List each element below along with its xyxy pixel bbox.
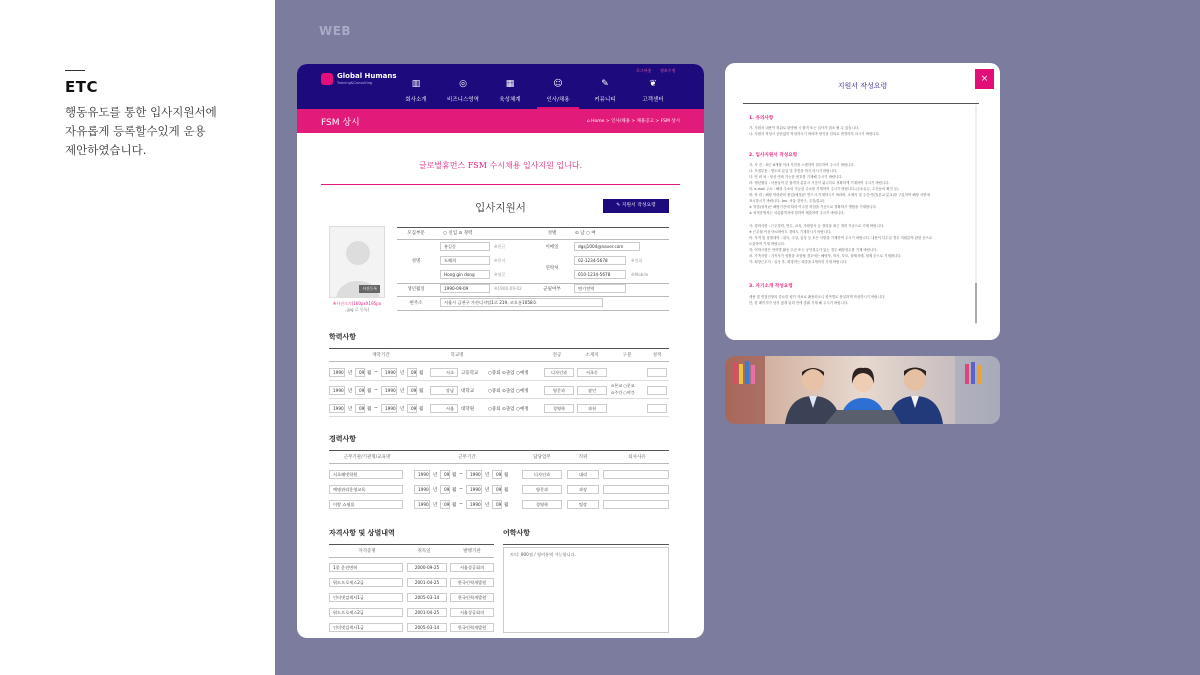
guide-heading: 2. 입사지원서 작성요령	[749, 153, 798, 158]
nav-label: 회사소개	[405, 97, 427, 103]
table-rule	[329, 361, 669, 362]
from-month-input[interactable]: 09	[440, 485, 450, 494]
to-year-input[interactable]: 1990	[466, 500, 482, 509]
guide-heading: 3. 자기소개 작성요령	[749, 284, 793, 289]
tilde: ~	[374, 370, 378, 375]
guide-line: ① 학점(성적)은 해당기간에 따라 이수한 학점을 기준으로 정확하기 병합을 기재합니다.	[749, 205, 877, 209]
phone-input[interactable]: 02-1234-5678	[574, 256, 626, 265]
global-nav-bar	[297, 64, 704, 109]
to-year-input[interactable]: 1990	[466, 485, 482, 494]
grad-status-radios[interactable]: ○중퇴 ⊙졸업 ○예정	[488, 389, 529, 394]
left-info-panel	[0, 0, 275, 675]
nav-label: 고객센터	[642, 97, 664, 103]
section-title: ETC	[65, 78, 98, 96]
users-icon: ☺	[553, 79, 563, 89]
birth-hint: ※1900-09-02	[494, 286, 522, 291]
to-year-input[interactable]: 1990	[381, 368, 397, 377]
website-mockup	[297, 64, 704, 638]
grad-status-radios[interactable]: ○중퇴 ⊙졸업 ○예정	[488, 407, 529, 412]
certs-title: 자격사항 및 상벌내역	[329, 529, 395, 537]
language-textarea[interactable]	[503, 547, 669, 633]
title-rule	[65, 70, 85, 71]
task-input[interactable]: 경영학	[522, 500, 562, 509]
year-unit: 년	[433, 488, 438, 493]
location-input[interactable]: 잠인	[577, 386, 607, 395]
photo-size-note: ※사진크기(160pxX195px	[332, 301, 382, 306]
tilde: ~	[459, 487, 463, 492]
table-top-rule	[329, 450, 669, 451]
guide-line: 가. 사 진 : 최근 6개월 이내 사진을 스캔하여 첨부하여 주시기 바랍니다.	[749, 163, 855, 167]
from-month-input[interactable]: 09	[355, 404, 365, 413]
month-unit: 월	[367, 407, 372, 412]
to-month-input[interactable]: 09	[407, 386, 417, 395]
recruit-headline: 글로벌휴먼스 FSM 수시채용 입사지원 입니다.	[418, 161, 583, 170]
guide-line: 사. 경력사항 : 근무경력, 연수, 교육, 자원봉사 등 경력을 최근 경력 기준으로 기재 바랍니다.	[749, 224, 885, 228]
hanja-hint: ※한자	[494, 258, 506, 263]
signal-icon: ◎	[459, 79, 467, 89]
month-unit: 월	[419, 371, 424, 376]
cert-name-input[interactable]: 인터넷검색사1급	[329, 593, 403, 602]
task-input[interactable]: 디자인과	[522, 470, 562, 479]
guide-line: ※ 근무월 이상 아르바이트 경력도 기재하시기 바랍니다.	[749, 230, 832, 234]
guide-line: 마. e-mail 주소 : 해당 주소의 가능한 주소를 기재하여 주시기 바랍니다.(주소유무, 수신동의 확인 등)	[749, 187, 899, 191]
mobile-input[interactable]: 010-1234-5678	[574, 270, 626, 279]
month-unit: 월	[504, 503, 509, 508]
birth-label: 생년월일	[407, 287, 425, 292]
table-rule	[329, 557, 494, 558]
col-header: 성적	[652, 353, 662, 358]
month-unit: 월	[367, 371, 372, 376]
logout-link[interactable]: 로그아웃	[636, 68, 652, 73]
logo-icon[interactable]	[321, 73, 333, 85]
major-input[interactable]: 디자인과	[544, 368, 574, 377]
table-rule	[329, 398, 669, 399]
team-photo-illustration	[725, 356, 1000, 424]
from-year-input[interactable]: 1990	[414, 500, 430, 509]
tilde: ~	[374, 406, 378, 411]
region-input[interactable]: 강남	[430, 386, 458, 395]
major-input[interactable]: 경영학	[544, 404, 574, 413]
table-rule	[329, 416, 669, 417]
month-unit: 월	[419, 389, 424, 394]
to-month-input[interactable]: 09	[407, 368, 417, 377]
name-korean-input[interactable]: 홍길동	[440, 242, 490, 251]
table-top-rule	[329, 348, 669, 349]
col-header: 구분	[622, 353, 632, 358]
gender-radios[interactable]: ⊙ 남 ○ 여	[575, 231, 596, 236]
table-top-rule	[503, 544, 669, 545]
org-input[interactable]: 이랑 쇼핑몰	[329, 500, 403, 509]
guide-line: 다. 연 락 처 : 항상 연락 가능한 번호를 기재해 주시기 바랍니다.	[749, 175, 843, 179]
close-icon: ×	[980, 74, 989, 84]
cert-issuer-input[interactable]: 한국인력개발원	[450, 593, 494, 602]
nav-label: 커뮤니티	[594, 97, 616, 103]
headline-divider	[321, 184, 680, 185]
address-label: 현주소	[409, 301, 423, 306]
tilde: ~	[374, 388, 378, 393]
cert-name-input[interactable]: 1종 운전면허	[329, 563, 403, 572]
from-year-input[interactable]: 1990	[329, 386, 345, 395]
nav-label: 인사/채용	[546, 97, 570, 103]
page-title-bar	[297, 109, 704, 133]
english-hint: ※영문	[494, 272, 506, 277]
email-input[interactable]: dgsj1004@naver.com	[574, 242, 640, 251]
year-unit: 년	[400, 371, 405, 376]
task-input[interactable]: 영문과	[522, 485, 562, 494]
description-line-2: 자유롭게 등록할수있게 운용	[65, 124, 206, 138]
year-unit: 년	[485, 503, 490, 508]
logo-text[interactable]: Global Humans	[337, 72, 397, 80]
cert-issuer-input[interactable]: 한국인력개발원	[450, 623, 494, 632]
to-year-input[interactable]: 1990	[381, 404, 397, 413]
edit-info-link[interactable]: 정보수정	[660, 68, 676, 73]
col-header: 근무기관/기관명/교육명	[343, 455, 391, 460]
to-year-input[interactable]: 1990	[381, 386, 397, 395]
major-input[interactable]: 영문과	[544, 386, 574, 395]
gender-label: 성별	[547, 231, 557, 236]
language-title: 어학사항	[503, 529, 531, 537]
guide-line: 아. 자격 및 상벌내역 : 취득, 수상, 입상 등 모든 사항을 기재하여 주시기 바랍니다. 내용이 다수일 경우 저원분야 관련 순으로	[749, 236, 933, 240]
description-line-1: 행동유도를 통한 입사지원서에	[65, 105, 217, 119]
grad-status-radios[interactable]: ○중퇴 ⊙졸업 ○예정	[488, 371, 529, 376]
address-input[interactable]: 서울시 금천구 가산디지털1로 219, 코오롱1058호	[440, 298, 603, 307]
position-input[interactable]: 과장	[567, 485, 599, 494]
name-english-input[interactable]: Hong gin dong	[440, 270, 490, 279]
guide-line: ② 성적증명서는 서류합격자에 한하여 제출하여 주시기 바랍니다.	[749, 211, 845, 215]
year-unit: 년	[348, 389, 353, 394]
team-photo	[725, 356, 1000, 424]
nav-item-support[interactable]	[633, 79, 673, 103]
to-month-input[interactable]: 09	[492, 470, 502, 479]
from-month-input[interactable]: 09	[440, 470, 450, 479]
cert-issuer-input[interactable]: 한국인력개발원	[450, 578, 494, 587]
cert-date-input[interactable]: 2001-04-25	[407, 578, 447, 587]
year-unit: 년	[348, 407, 353, 412]
nav-item-company[interactable]	[396, 79, 436, 103]
mobile-hint: ※Mobile	[631, 272, 649, 277]
position-input[interactable]: 대리	[567, 470, 599, 479]
position-input[interactable]: 팀장	[567, 500, 599, 509]
col-header: 학교명	[450, 353, 464, 358]
to-month-input[interactable]: 09	[492, 485, 502, 494]
language-text: 토익: 900점 / 영어통역 가능합니다.	[510, 552, 577, 557]
apply-type-radios[interactable]: ○ 신입 ⊙ 경력	[443, 231, 473, 236]
photo-format-note: ,.jpg 로 등록)	[344, 307, 370, 312]
guide-line: 차. 가족사항 : 가족사가 성원을 포함할 경우에는 해당자, 학사, 부모, 형제자매, 형제 순으로 기재합니다.	[749, 254, 902, 258]
breadcrumb: ⌂ Home > 인사/채용 > 채용공고 > FSM 상시	[586, 119, 680, 124]
col-header: 직위	[578, 455, 588, 460]
right-showcase-panel	[275, 0, 1200, 675]
nav-item-recruit[interactable]	[538, 79, 578, 103]
col-header: 재학기간	[372, 353, 390, 358]
leave-reason-input[interactable]	[603, 470, 669, 479]
to-month-input[interactable]: 09	[492, 500, 502, 509]
location-input[interactable]: 서초동	[577, 368, 607, 377]
guide-line: 라. 생년월일 : 사용실이 본 합격자 분류시 기준이 됩니다로 정확하게 기재하여 주시기 바랍니다.	[749, 181, 890, 185]
nav-item-training[interactable]	[490, 79, 530, 103]
page-title: FSM 상시	[321, 118, 360, 128]
pen-icon: ✎	[616, 203, 622, 208]
guide-line: 세용 및 면접전형의 중요한 평가 자료로 활용되오니 항목별로 충실하게 작성하시기 바랍니다.	[749, 295, 886, 299]
guide-line: 표시하시기 바랍니다. (ex. 서울 강북구, 주간/분교)	[749, 199, 825, 203]
year-unit: 년	[400, 407, 405, 412]
from-year-input[interactable]: 1990	[414, 470, 430, 479]
guide-line: 도출하여 기재 바랍니다.	[749, 242, 785, 246]
to-year-input[interactable]: 1990	[466, 470, 482, 479]
cert-name-input[interactable]: 워드프로세스2급	[329, 608, 403, 617]
col-header: 취득일	[417, 549, 431, 554]
year-unit: 년	[433, 473, 438, 478]
table-top-rule	[397, 227, 669, 228]
tilde: ~	[459, 502, 463, 507]
grade-input[interactable]	[647, 386, 667, 395]
year-unit: 년	[433, 503, 438, 508]
photo-upload-button[interactable]: 사진등록	[359, 285, 380, 293]
writing-guide-modal	[725, 63, 1000, 340]
name-label: 성명	[411, 259, 421, 264]
col-header: 자격증명	[358, 549, 376, 554]
guide-line: 단, 한 페이지가 넘지 않게 입력 안에 맞춰 기재 해 주시기 바랍니다.	[749, 301, 849, 305]
nav-label: 육성체계	[499, 97, 521, 103]
modal-title: 지원서 작성요령	[837, 82, 888, 90]
cert-issuer-input[interactable]: 서울상공회의	[450, 563, 494, 572]
month-unit: 월	[452, 503, 457, 508]
table-rule	[397, 310, 669, 311]
career-title: 경력사항	[329, 435, 357, 443]
cert-date-input[interactable]: 2000-09-25	[407, 563, 447, 572]
web-label: WEB	[319, 24, 352, 38]
leave-reason-input[interactable]	[603, 500, 669, 509]
tilde: ~	[459, 472, 463, 477]
org-input[interactable]: 예명관리운영교육	[329, 485, 403, 494]
building-icon: ▥	[411, 79, 421, 89]
guide-line: 나. 지원서 작성시 공란없이 작성하시기 바라며 양식을 임의로 변경하지 마시기 바랍니다.	[749, 132, 880, 136]
org-input[interactable]: 서초해넷학원	[329, 470, 403, 479]
to-month-input[interactable]: 09	[407, 404, 417, 413]
cert-name-input[interactable]: 워드프로세스2급	[329, 578, 403, 587]
col-header: 발행기관	[463, 549, 481, 554]
name-hanja-input[interactable]: 도해희	[440, 256, 490, 265]
year-unit: 년	[400, 389, 405, 394]
school-level: 대학원	[461, 407, 475, 412]
month-unit: 월	[504, 488, 509, 493]
grade-input[interactable]	[647, 404, 667, 413]
military-input[interactable]: 면기전역	[574, 284, 626, 293]
table-rule	[329, 463, 669, 464]
guide-line: 바. 학 력 : 해당 학력란의 졸업(예정)은 반드시 기재하시기 바라며, 소재지 및 주간·야간(본교·분교)를 구분하여 해당 사항에	[749, 193, 930, 197]
from-month-input[interactable]: 09	[355, 386, 365, 395]
month-unit: 월	[452, 473, 457, 478]
phone-hint: ※전화	[631, 258, 643, 263]
nav-item-business[interactable]	[443, 79, 483, 103]
from-month-input[interactable]: 09	[440, 500, 450, 509]
applicant-photo[interactable]	[329, 226, 385, 298]
nav-label: 비즈니스영역	[447, 97, 479, 103]
writing-guide-label: 지원서 작성요령	[621, 203, 656, 208]
writing-guide-button[interactable]	[603, 199, 669, 213]
cert-issuer-input[interactable]: 서울상공회의	[450, 608, 494, 617]
campus-radios[interactable]: ⊙본교 ○분교 ⊙주간 ○야간	[611, 383, 635, 395]
guide-line: 나. 모집부문 : 별도의 분입 및 추진을 하지 마시기 바랍니다.	[749, 169, 838, 173]
cert-name-input[interactable]: 인터넷검색사1급	[329, 623, 403, 632]
region-input[interactable]: 서초	[430, 368, 458, 377]
cert-date-input[interactable]: 2001-04-25	[407, 608, 447, 617]
col-header: 퇴사사유	[628, 455, 646, 460]
month-unit: 월	[504, 473, 509, 478]
year-unit: 년	[348, 371, 353, 376]
region-input[interactable]: 서울	[430, 404, 458, 413]
col-header: 전공	[552, 353, 562, 358]
edit-icon: ✎	[601, 79, 609, 89]
table-rule	[329, 380, 669, 381]
grade-input[interactable]	[647, 368, 667, 377]
description-line-3: 제안하였습니다.	[65, 143, 147, 157]
col-header: 담당업무	[533, 455, 551, 460]
blocks-icon: ▦	[505, 79, 515, 89]
military-label: 군필여부	[543, 287, 561, 292]
table-rule	[397, 296, 669, 297]
birth-input[interactable]: 1990-09-09	[440, 284, 490, 293]
col-header: 근무기간	[458, 455, 476, 460]
year-unit: 년	[485, 473, 490, 478]
korean-hint: ※한글	[494, 244, 506, 249]
month-unit: 월	[452, 488, 457, 493]
cert-date-input[interactable]: 2005-03-14	[407, 593, 447, 602]
close-button[interactable]	[975, 69, 994, 89]
table-rule	[397, 239, 669, 240]
leave-reason-input[interactable]	[603, 485, 669, 494]
table-top-rule	[329, 544, 494, 545]
month-unit: 월	[419, 407, 424, 412]
leaf-icon: ❦	[649, 79, 657, 89]
nav-item-community[interactable]	[585, 79, 625, 103]
apply-type-label: 모집부문	[407, 231, 425, 236]
from-year-input[interactable]: 1990	[329, 368, 345, 377]
from-year-input[interactable]: 1990	[414, 485, 430, 494]
from-month-input[interactable]: 09	[355, 368, 365, 377]
from-year-input[interactable]: 1990	[329, 404, 345, 413]
month-unit: 월	[367, 389, 372, 394]
form-title: 입사지원서	[475, 202, 526, 214]
table-rule	[397, 283, 669, 284]
col-header: 소재지	[585, 353, 599, 358]
logo-subtext: Training&Consulting	[337, 81, 373, 85]
modal-title-rule	[743, 103, 979, 104]
year-unit: 년	[485, 488, 490, 493]
contact-label: 연락처	[545, 266, 559, 271]
scrollbar-thumb[interactable]	[975, 283, 977, 323]
school-level: 고등학교	[461, 371, 479, 376]
guide-line: 자. 어학시험은 언어별 활동 수준 또는 공인점수가 있는 경우 해당점수를 기재 바랍니다.	[749, 248, 878, 252]
education-title: 학력사항	[329, 333, 357, 341]
guide-heading: 1. 유의사항	[749, 116, 774, 121]
school-level: 대학교	[461, 389, 475, 394]
location-input[interactable]: 과천	[577, 404, 607, 413]
guide-line: 가. 지원서 내용이 허위로 판명될 시 합격 또는 입사가 취소 될 수 있습니다.	[749, 126, 860, 130]
cert-date-input[interactable]: 2005-03-14	[407, 623, 447, 632]
guide-line: 카. 희망근무지 : 입사 후, 희망하는 희중을 2개까지 기재 바랍니다.	[749, 260, 848, 264]
email-label: 이메일	[545, 245, 559, 250]
